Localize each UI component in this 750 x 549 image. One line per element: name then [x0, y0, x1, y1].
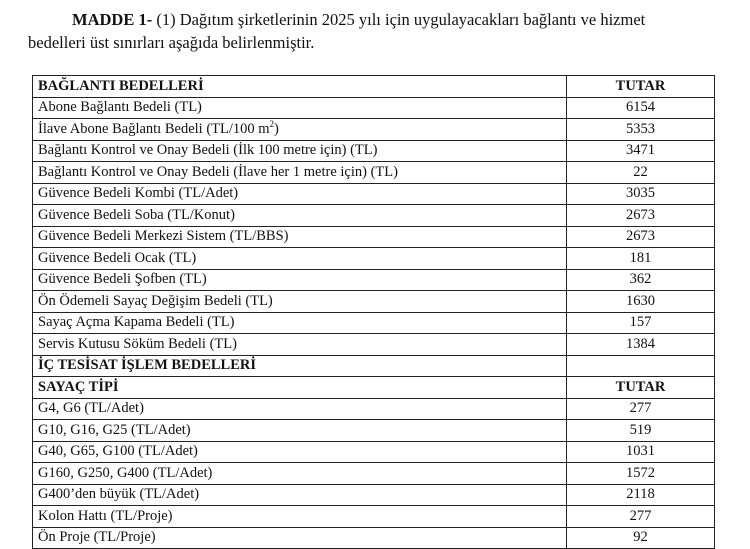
row-label: Güvence Bedeli Kombi (TL/Adet): [33, 183, 567, 205]
table-row: [33, 463, 715, 485]
section1-header-row: [33, 76, 715, 98]
tariff-table: [32, 75, 715, 549]
row-label: Servis Kutusu Söküm Bedeli (TL): [33, 334, 567, 356]
row-label: Sayaç Açma Kapama Bedeli (TL): [33, 312, 567, 334]
table-row: [33, 398, 715, 420]
section2-header-row: [33, 377, 715, 399]
table-row: [33, 248, 715, 270]
row-value: 1572: [567, 463, 715, 485]
row-label: G40, G65, G100 (TL/Adet): [33, 441, 567, 463]
section2-sub-title: SAYAÇ TİPİ: [33, 377, 567, 399]
section2-amount-header: TUTAR: [567, 377, 715, 399]
table-row: [33, 119, 715, 141]
row-value: 277: [567, 506, 715, 528]
table-row: [33, 334, 715, 356]
table-row: [33, 527, 715, 549]
article-line-2: bedelleri üst sınırları aşağıda belirlenmiştir.: [28, 33, 315, 52]
row-label: Güvence Bedeli Merkezi Sistem (TL/BBS): [33, 226, 567, 248]
row-value: 2673: [567, 226, 715, 248]
table-row: [33, 226, 715, 248]
row-value: 2673: [567, 205, 715, 227]
row-label-text: İlave Abone Bağlantı Bedeli (TL/100 m: [38, 120, 270, 137]
row-value: 2118: [567, 484, 715, 506]
row-value: 6154: [567, 97, 715, 119]
table-row: [33, 441, 715, 463]
row-value: 3471: [567, 140, 715, 162]
section1-amount-header: TUTAR: [567, 76, 715, 98]
section2-title: İÇ TESİSAT İŞLEM BEDELLERİ: [33, 355, 567, 377]
article-label: MADDE 1-: [72, 10, 153, 29]
row-value: 5353: [567, 119, 715, 141]
row-label: G4, G6 (TL/Adet): [33, 398, 567, 420]
row-label: Güvence Bedeli Ocak (TL): [33, 248, 567, 270]
row-label: [33, 119, 567, 141]
table-row: [33, 484, 715, 506]
row-value: 1630: [567, 291, 715, 313]
section2-title-row: [33, 355, 715, 377]
row-label: Bağlantı Kontrol ve Onay Bedeli (İlave her 1 metre için) (TL): [33, 162, 567, 184]
row-value: 22: [567, 162, 715, 184]
article-paragraph: [28, 8, 728, 54]
table-row: [33, 140, 715, 162]
row-value: 181: [567, 248, 715, 270]
row-value: 92: [567, 527, 715, 549]
section1-title: BAĞLANTI BEDELLERİ: [33, 76, 567, 98]
row-label: G400’den büyük (TL/Adet): [33, 484, 567, 506]
row-label: Güvence Bedeli Şofben (TL): [33, 269, 567, 291]
row-label: Güvence Bedeli Soba (TL/Konut): [33, 205, 567, 227]
table-row: [33, 183, 715, 205]
row-label: G160, G250, G400 (TL/Adet): [33, 463, 567, 485]
table-row: [33, 269, 715, 291]
row-label: Ön Ödemeli Sayaç Değişim Bedeli (TL): [33, 291, 567, 313]
row-value: 1384: [567, 334, 715, 356]
table-row: [33, 97, 715, 119]
table-row: [33, 420, 715, 442]
row-value: 519: [567, 420, 715, 442]
row-value: 362: [567, 269, 715, 291]
row-label-superscript: 2: [269, 118, 275, 129]
row-label: Abone Bağlantı Bedeli (TL): [33, 97, 567, 119]
row-label: Ön Proje (TL/Proje): [33, 527, 567, 549]
row-label: G10, G16, G25 (TL/Adet): [33, 420, 567, 442]
table-row: [33, 162, 715, 184]
table-row: [33, 291, 715, 313]
table-row: [33, 312, 715, 334]
article-line-1-text: (1) Dağıtım şirketlerinin 2025 yılı için uygulayacakları bağlantı ve hizmet: [152, 10, 646, 29]
row-label: Bağlantı Kontrol ve Onay Bedeli (İlk 100 metre için) (TL): [33, 140, 567, 162]
row-value: 1031: [567, 441, 715, 463]
row-value: 3035: [567, 183, 715, 205]
row-label: Kolon Hattı (TL/Proje): [33, 506, 567, 528]
row-label-tail: ): [274, 120, 279, 137]
row-value: 277: [567, 398, 715, 420]
article-line-1: [28, 8, 728, 31]
table-row: [33, 506, 715, 528]
table-row: [33, 205, 715, 227]
empty-cell: [567, 355, 715, 377]
row-value: 157: [567, 312, 715, 334]
